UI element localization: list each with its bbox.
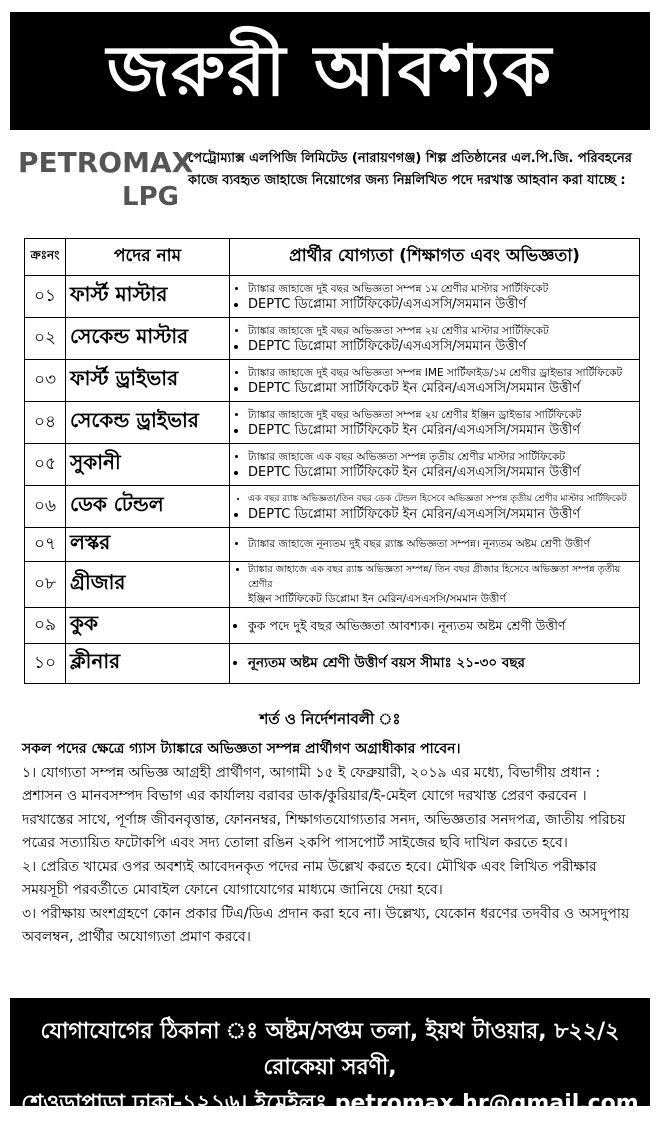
qualification-line: • এক বছর র‍্যাঙ্ক অভিজ্ঞতা/তিন বছর ডেক টেন্ডল হিসেবে অভিজ্ঞতা সম্পন্ন তৃতীয় শ্রেণীর মাস্টার সার্টিফিকেট xyxy=(248,492,635,507)
contact-footer xyxy=(10,998,650,1116)
terms-item: ২। প্রেরিত খামের ওপর অবশ্যই আবেদনকৃত পদের নাম উল্লেখ করতে হবে। মৌখিক এবং লিখিত পরীক্ষার সময়সূচী পরবর্তীতে মোবাইল ফোনে যোগাযোগের মাধ্যমে জানিয়ে দেয়া হবে। xyxy=(22,858,597,898)
qualification-line: • DEPTC ডিপ্লোমা সার্টিফিকেট ইন মেরিন/এসএসসি/সমমান উত্তীর্ণ xyxy=(248,381,635,396)
qualification-line: • DEPTC ডিপ্লোমা সার্টিফিকেট ইন মেরিন/এসএসসি/সমমান উত্তীর্ণ xyxy=(248,465,635,480)
post-name: ক্লীনার xyxy=(66,644,230,684)
table-row xyxy=(25,402,640,444)
row-number: ০৫ xyxy=(25,444,66,486)
row-number: ০৪ xyxy=(25,402,66,444)
col-header-no: ক্রঃনং xyxy=(25,239,66,276)
qualification-line: • কুক পদে দুই বছর অভিজ্ঞতা আবশ্যক। নূন্যতম অষ্টম শ্রেণী উত্তীর্ণ xyxy=(248,618,635,633)
qualification xyxy=(230,608,640,644)
terms-section xyxy=(22,738,642,950)
table-row xyxy=(25,562,640,608)
table-row xyxy=(25,360,640,402)
table-row xyxy=(25,276,640,318)
jobs-table xyxy=(24,238,640,684)
qualification xyxy=(230,402,640,444)
col-header-post: পদের নাম xyxy=(66,239,230,276)
qualification xyxy=(230,644,640,684)
qualification xyxy=(230,562,640,608)
table-header-row xyxy=(25,239,640,276)
terms-title: শর্ত ও নির্দেশনাবলী ঃ xyxy=(259,710,401,728)
qualification xyxy=(230,360,640,402)
post-name: সুকানী xyxy=(66,444,230,486)
post-name: ফার্স্ট মাস্টার xyxy=(66,276,230,318)
terms-item: ৩। পরীক্ষায় অংশগ্রহণে কোন প্রকার টিএ/ডিএ প্রদান করা হবে না। উল্লেখ্য, যেকোন ধরণের তদবীর ও অসদুপায় অবলম্বন, প্রার্থীর অযোগ্যতা প্রমাণ করবে। xyxy=(22,905,630,945)
col-header-qualification: প্রার্থীর যোগ্যতা (শিক্ষাগত এবং অভিজ্ঞতা) xyxy=(230,239,640,276)
post-name: ফার্স্ট ড্রাইভার xyxy=(66,360,230,402)
table-row xyxy=(25,318,640,360)
qualification-line: • ট্যাঙ্কার জাহাজে দুই বছর অভিজ্ঞতা সম্পন্ন ২য় শ্রেণীর ইঞ্জিন ড্রাইভার সার্টিফিকেট xyxy=(248,408,635,423)
qualification-line: • ট্যাঙ্কার জাহাজে এক বছর র‍্যাঙ্ক অভিজ্ঞতা সম্পন্ন/ তিন বছর গ্রীজার হিসেবে অভিজ্ঞতা সম্পন্ন তৃতীয় শ্রেণীর xyxy=(248,562,635,592)
company-logo xyxy=(18,146,194,218)
post-name: সেকেন্ড মাস্টার xyxy=(66,318,230,360)
qualification-line: • DEPTC ডিপ্লোমা সার্টিফিকেট ইন মেরিন/এসএসসি/সমমান উত্তীর্ণ xyxy=(248,423,635,438)
table-row xyxy=(25,444,640,486)
row-number: ০২ xyxy=(25,318,66,360)
header-banner xyxy=(10,12,650,130)
terms-lead: সকল পদের ক্ষেত্রে গ্যাস ট্যাঙ্কারে অভিজ্ঞতা সম্পন্ন প্রার্থীগণ অগ্রাধীকার পাবেন। xyxy=(22,741,461,757)
qualification xyxy=(230,444,640,486)
post-name: ডেক টেন্ডল xyxy=(66,486,230,528)
qualification-line: • DEPTC ডিপ্লোমা সার্টিফিকেট/এসএসসি/সমমান উত্তীর্ণ xyxy=(248,339,635,354)
logo-sub: LPG xyxy=(122,182,179,212)
intro-text: পেট্রোম্যাক্স এলপিজি লিমিটেড (নারায়ণগঞ্জ) শিল্প প্রতিষ্ঠানের এল.পি.জি. পরিবহনের কাজে ব্যবহৃত জাহাজে নিয়োগের জন্য নিম্নলিখিত পদে দরখাস্ত আহবান করা যাচ্ছে : xyxy=(188,151,632,188)
post-name: সেকেন্ড ড্রাইভার xyxy=(66,402,230,444)
qualification-line: • DEPTC ডিপ্লোমা সার্টিফিকেট ইন মেরিন/এসএসসি/সমমান উত্তীর্ণ xyxy=(248,507,635,522)
qualification-line: • ট্যাঙ্কার জাহাজে দুই বছর অভিজ্ঞতা সম্পন্ন ২য় শ্রেণীর মাস্টার সার্টিফিকেট xyxy=(248,324,635,339)
row-number: ০৭ xyxy=(25,528,66,562)
qualification xyxy=(230,486,640,528)
row-number: ০৯ xyxy=(25,608,66,644)
qualification-line: ইঞ্জিন সার্টিফিকেট ডিপ্লোমা ইন মেরিন/এসএসসি/সমমান উত্তীর্ণ xyxy=(248,593,506,605)
logo-brand: PETROMAX xyxy=(18,146,194,179)
qualification-line: • ট্যাঙ্কার জাহাজে দুই বছর অভিজ্ঞতা সম্পন্ন IME সার্টিফাইড/১ম শ্রেণীর ড্রাইভার সার্টিফিকেট xyxy=(248,366,635,381)
qualification-line: • ট্যাঙ্কার জাহাজে নূন্যতম দুই বছর র‍্যাঙ্ক অভিজ্ঞতা সম্পন্ন। নূন্যতম অষ্টম শ্রেণী উত্তীর্ণ xyxy=(248,537,635,552)
page-title: জরুরী আবশ্যক xyxy=(106,30,554,112)
qualification-line: • ট্যাঙ্কার জাহাজে এক বছর অভিজ্ঞতা সম্পন্ন তৃতীয় শ্রেণীর মাস্টার সার্টিফিকেট xyxy=(248,450,635,465)
post-name: কুক xyxy=(66,608,230,644)
contact-address: যোগাযোগের ঠিকানা ঃ অষ্টম/সপ্তম তলা, ইয়থ টাওয়ার, ৮২২/২ রোকেয়া সরণী, xyxy=(40,1019,620,1080)
qualification xyxy=(230,318,640,360)
qualification-line: • ট্যাঙ্কার জাহাজে দুই বছর অভিজ্ঞতা সম্পন্ন ১ম শ্রেণীর মাস্টার সার্টিফিকেট xyxy=(248,282,635,297)
qualification xyxy=(230,528,640,562)
qualification-line: • DEPTC ডিপ্লোমা সার্টিফিকেট/এসএসসি/সমমান উত্তীর্ণ xyxy=(248,297,635,312)
qualification-line: • নূন্যতম অষ্টম শ্রেণী উত্তীর্ণ বয়স সীমাঃ ২১-৩০ বছর xyxy=(248,656,635,671)
qualification xyxy=(230,276,640,318)
post-name: গ্রীজার xyxy=(66,562,230,608)
table-row xyxy=(25,608,640,644)
row-number: ০৬ xyxy=(25,486,66,528)
contact-email: শেওড়াপাড়া ঢাকা-১২১৬। ইমেইলঃ petromax.hr@gmail.com xyxy=(21,1091,639,1116)
terms-item: ১। যোগ্যতা সম্পন্ন অভিজ্ঞ আগ্রহী প্রার্থীগণ, আগামী ১৫ ই ফেব্রুয়ারী, ২০১৯ এর মধ্যে, বিভাগীয় প্রধান : প্রশাসন ও মানবসম্পদ বিভাগ এর কার্যালয় বরাবর ডাক/কুরিয়ার/ই-মেইল যোগে দরখাস্ত প্রেরণ করবেন । দরখাস্তের সাথে, পূর্ণাঙ্গ জীবনবৃত্তান্ত, ফোননম্বর, শিক্ষাগতযোগ্যতার সনদ, অভিজ্ঞতার সনদপত্র, জাতীয় পরিচয় পত্রের সত্যায়িত ফটোকপি এবং সদ্য তোলা রঙিন ২কপি পাসপোর্ট সাইজের ছবি দাখিল করতে হবে। xyxy=(22,764,626,851)
row-number: ০৮ xyxy=(25,562,66,608)
table-row xyxy=(25,644,640,684)
post-name: লস্কর xyxy=(66,528,230,562)
row-number: ১০ xyxy=(25,644,66,684)
row-number: ০১ xyxy=(25,276,66,318)
table-row xyxy=(25,528,640,562)
row-number: ০৩ xyxy=(25,360,66,402)
table-row xyxy=(25,486,640,528)
